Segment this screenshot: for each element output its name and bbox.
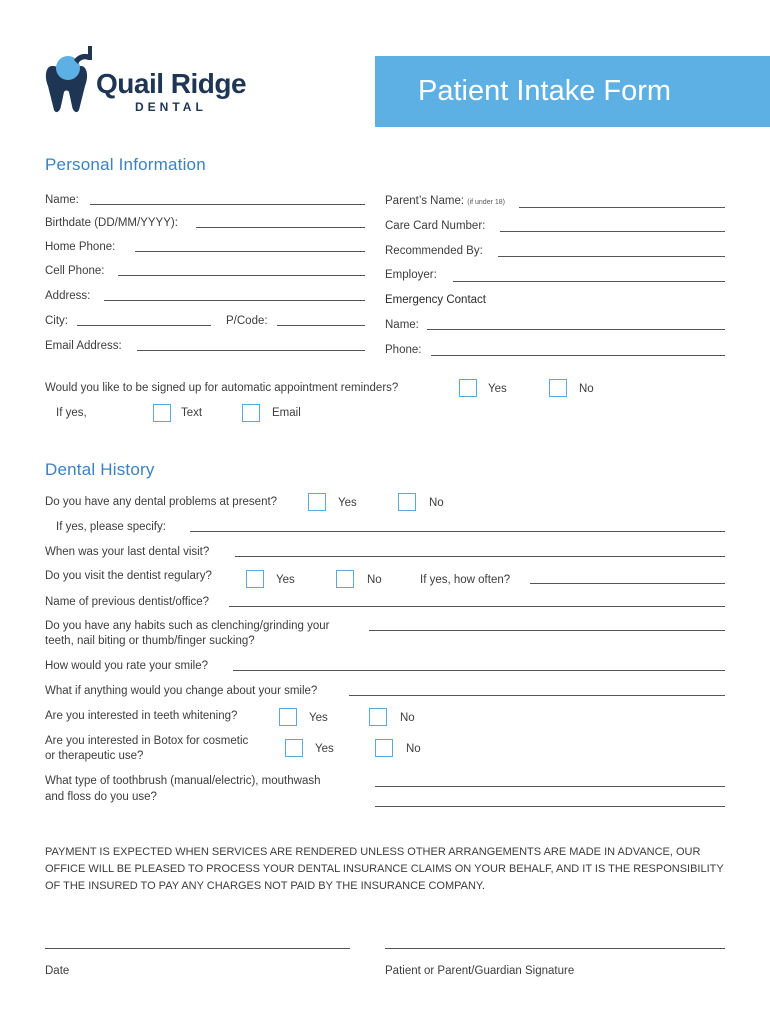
signature-field[interactable] [385,948,725,949]
parent-name-note: (if under 18) [467,199,505,206]
visit-regularly-yes-label: Yes [276,574,295,586]
reminders-yes-label: Yes [488,383,507,395]
previous-dentist-question: Name of previous dentist/office? [45,596,210,608]
reminder-email-label: Email [272,407,301,419]
toothbrush-question-line2: and floss do you use? [45,791,157,803]
city-label: City: [45,315,68,327]
section-heading-dental: Dental History [45,460,155,479]
change-smile-field[interactable] [349,695,725,696]
reminders-no-label: No [579,383,594,395]
rate-smile-field[interactable] [233,670,725,671]
emergency-contact-heading: Emergency Contact [385,294,486,306]
name-label: Name: [45,194,79,206]
reminders-yes-checkbox[interactable] [459,379,477,397]
reminders-question: Would you like to be signed up for automatic appointment reminders? [45,382,399,394]
reminder-email-checkbox[interactable] [242,404,260,422]
cell-phone-field[interactable] [118,275,365,276]
care-card-label: Care Card Number: [385,220,486,232]
emergency-name-label: Name: [385,319,419,331]
whitening-yes-checkbox[interactable] [279,708,297,726]
toothbrush-field-2[interactable] [375,806,725,807]
section-heading-personal: Personal Information [45,155,206,174]
whitening-no-checkbox[interactable] [369,708,387,726]
parent-name-text: Parent’s Name: [385,195,465,207]
dental-problems-yes-checkbox[interactable] [308,493,326,511]
employer-field[interactable] [453,281,725,282]
reminders-no-checkbox[interactable] [549,379,567,397]
employer-label: Employer: [385,269,437,281]
habits-question-line1: Do you have any habits such as clenching/grinding your [45,620,330,632]
tooth-logo-icon [44,46,98,114]
toothbrush-question-line1: What type of toothbrush (manual/electric), mouthwash [45,775,321,787]
parent-name-label [385,195,505,207]
email-label: Email Address: [45,340,122,352]
care-card-field[interactable] [500,231,725,232]
pcode-label: P/Code: [226,315,268,327]
botox-yes-label: Yes [315,743,334,755]
how-often-field[interactable] [530,583,725,584]
logo-name: Quail Ridge [96,68,247,99]
botox-question-line2: or therapeutic use? [45,750,144,762]
botox-question-line1: Are you interested in Botox for cosmetic [45,735,249,747]
last-visit-question: When was your last dental visit? [45,546,210,558]
cell-phone-label: Cell Phone: [45,265,105,277]
dental-problems-no-checkbox[interactable] [398,493,416,511]
botox-yes-checkbox[interactable] [285,739,303,757]
recommended-label: Recommended By: [385,245,483,257]
change-smile-question: What if anything would you change about your smile? [45,685,318,697]
birthdate-label: Birthdate (DD/MM/YYYY): [45,217,178,229]
dental-problems-yes-label: Yes [338,497,357,509]
email-field[interactable] [137,350,365,351]
dental-problems-question: Do you have any dental problems at present? [45,496,278,508]
specify-field[interactable] [190,531,725,532]
visit-regularly-no-label: No [367,574,382,586]
signature-label: Patient or Parent/Guardian Signature [385,965,575,977]
botox-no-checkbox[interactable] [375,739,393,757]
recommended-field[interactable] [498,256,725,257]
rate-smile-question: How would you rate your smile? [45,660,208,672]
whitening-no-label: No [400,712,415,724]
home-phone-field[interactable] [135,251,365,252]
whitening-question: Are you interested in teeth whitening? [45,710,238,722]
birthdate-field[interactable] [196,227,365,228]
address-label: Address: [45,290,91,302]
if-yes-label: If yes, [56,407,87,419]
whitening-yes-label: Yes [309,712,328,724]
payment-disclaimer: PAYMENT IS EXPECTED WHEN SERVICES ARE RENDERED UNLESS OTHER ARRANGEMENTS ARE MADE IN ADVANCE, OUR OFFICE WILL BE PLEASED TO PROCESS YOUR DENTAL INSURANCE CLAIMS ON YOUR BEHALF, AND IT IS THE RESPONSIBILITY OF THE INSURED TO PAY ANY CHARGES NOT PAID BY THE INSURANCE COMPANY. [45,846,724,892]
habits-question-line2: teeth, nail biting or thumb/finger sucking? [45,635,255,647]
last-visit-field[interactable] [235,556,725,557]
reminder-text-checkbox[interactable] [153,404,171,422]
toothbrush-field-1[interactable] [375,786,725,787]
name-field[interactable] [90,204,365,205]
specify-label: If yes, please specify: [56,521,166,533]
visit-regularly-no-checkbox[interactable] [336,570,354,588]
habits-field[interactable] [369,630,725,631]
pcode-field[interactable] [277,325,365,326]
visit-regularly-yes-checkbox[interactable] [246,570,264,588]
city-field[interactable] [77,325,211,326]
emergency-phone-label: Phone: [385,344,422,356]
emergency-phone-field[interactable] [431,355,725,356]
reminder-text-label: Text [181,407,203,419]
dental-problems-no-label: No [429,497,444,509]
emergency-name-field[interactable] [427,329,725,330]
how-often-label: If yes, how often? [420,574,511,586]
date-label: Date [45,965,70,977]
home-phone-label: Home Phone: [45,241,116,253]
date-field[interactable] [45,948,350,949]
address-field[interactable] [104,300,365,301]
page-title: Patient Intake Form [418,75,672,107]
botox-no-label: No [406,743,421,755]
parent-name-field[interactable] [519,207,725,208]
previous-dentist-field[interactable] [229,606,725,607]
logo-subtitle: DENTAL [135,100,207,114]
visit-regularly-question: Do you visit the dentist regulary? [45,570,212,582]
